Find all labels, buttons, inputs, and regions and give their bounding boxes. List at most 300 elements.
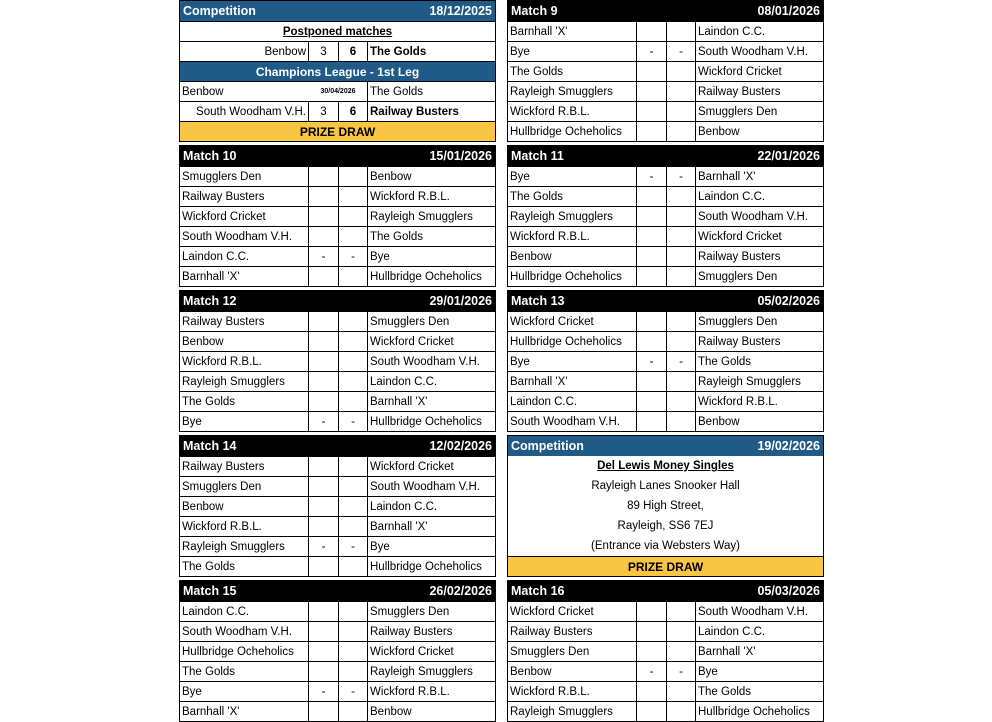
away-score	[339, 457, 368, 476]
panel-title: Match 10	[183, 149, 237, 163]
away-team: Wickford R.B.L.	[698, 395, 778, 408]
away-team: Wickford R.B.L.	[370, 685, 450, 698]
away-score: -	[339, 682, 368, 701]
home-score: -	[309, 682, 339, 701]
away-team: Rayleigh Smugglers	[370, 210, 473, 223]
fixture-row	[508, 681, 823, 701]
panel-date: 05/03/2026	[757, 584, 820, 598]
fixture-row	[508, 411, 823, 431]
away-team: Hullbridge Ocheholics	[370, 270, 482, 283]
away-team: Barnhall 'X'	[698, 645, 756, 658]
away-score	[667, 227, 696, 246]
away-team: Wickford R.B.L.	[370, 190, 450, 203]
away-score: -	[667, 42, 696, 61]
away-score	[667, 62, 696, 81]
venue-street: 89 High Street,	[627, 500, 704, 512]
home-team: Benbow	[508, 662, 637, 681]
fixture-row	[508, 81, 823, 101]
prize-draw-banner: PRIZE DRAW	[508, 556, 823, 576]
fixture-row	[180, 371, 495, 391]
fixture-row	[180, 186, 495, 206]
away-team: The Golds	[370, 230, 424, 243]
panel-title: Match 9	[511, 4, 558, 18]
panel-title: Competition	[183, 4, 256, 18]
home-score	[637, 622, 667, 641]
fixture-row	[180, 206, 495, 226]
home-score	[309, 312, 339, 331]
fixture-row	[180, 311, 495, 331]
fixture-row	[508, 701, 823, 721]
home-score	[637, 62, 667, 81]
match-16-panel	[507, 580, 824, 722]
champions-league-banner: Champions League - 1st Leg	[180, 61, 495, 81]
away-score	[339, 187, 368, 206]
fixture-row	[508, 226, 823, 246]
away-score	[339, 662, 368, 681]
away-score	[667, 392, 696, 411]
away-team: Bye	[370, 250, 390, 263]
away-score	[667, 187, 696, 206]
fixture-row	[508, 206, 823, 226]
home-team: Hullbridge Ocheholics	[508, 122, 637, 141]
home-score	[637, 82, 667, 101]
away-score	[667, 622, 696, 641]
panel-header	[180, 291, 495, 311]
away-team: South Woodham V.H.	[698, 210, 808, 223]
fixture-row	[508, 186, 823, 206]
away-team: South Woodham V.H.	[370, 480, 480, 493]
home-team: Bye	[508, 167, 637, 186]
home-team: South Woodham V.H.	[508, 412, 637, 431]
competition-panel-1	[179, 0, 496, 142]
panel-title: Match 13	[511, 294, 565, 308]
home-score	[309, 372, 339, 391]
away-score	[339, 602, 368, 621]
home-team: Barnhall 'X'	[508, 372, 637, 391]
home-team: Benbow	[180, 42, 309, 61]
panel-header	[508, 581, 823, 601]
home-team: The Golds	[180, 662, 309, 681]
home-team: Wickford Cricket	[508, 312, 637, 331]
away-team: Benbow	[698, 125, 740, 138]
away-team: Laindon C.C.	[698, 190, 766, 203]
home-team: South Woodham V.H.	[180, 227, 309, 246]
away-score	[667, 82, 696, 101]
away-score	[339, 267, 368, 286]
away-score	[339, 497, 368, 516]
panel-date: 08/01/2026	[757, 4, 820, 18]
home-score: 3	[309, 42, 339, 61]
home-team: Benbow	[180, 332, 309, 351]
panel-date: 05/02/2026	[757, 294, 820, 308]
home-team: Wickford R.B.L.	[508, 682, 637, 701]
panel-header	[508, 146, 823, 166]
home-team: Hullbridge Ocheholics	[180, 642, 309, 661]
away-score	[667, 122, 696, 141]
home-team: Benbow	[182, 85, 224, 98]
away-team: Smugglers Den	[370, 605, 450, 618]
home-score: 3	[309, 102, 339, 121]
fixture-row	[180, 266, 495, 286]
home-team: The Golds	[508, 187, 637, 206]
home-score: -	[637, 167, 667, 186]
match-10-panel	[179, 145, 496, 287]
home-team: Bye	[180, 412, 309, 431]
away-team: Railway Busters	[698, 250, 781, 263]
home-score	[637, 247, 667, 266]
home-team: Railway Busters	[180, 312, 309, 331]
away-score	[339, 642, 368, 661]
panel-header	[508, 1, 823, 21]
home-score	[309, 702, 339, 721]
away-score	[667, 702, 696, 721]
home-team: Rayleigh Smugglers	[508, 82, 637, 101]
away-team: Rayleigh Smugglers	[698, 375, 801, 388]
away-team: Bye	[698, 665, 718, 678]
panel-date: 29/01/2026	[429, 294, 492, 308]
panel-header	[508, 436, 823, 456]
panel-title: Match 15	[183, 584, 237, 598]
away-score: -	[667, 352, 696, 371]
home-team: Barnhall 'X'	[508, 22, 637, 41]
away-score	[667, 642, 696, 661]
away-score: 6	[339, 42, 368, 61]
home-team: Smugglers Den	[180, 167, 309, 186]
home-team: South Woodham V.H.	[180, 622, 309, 641]
fixture-row	[180, 661, 495, 681]
away-team: Hullbridge Ocheholics	[370, 560, 482, 573]
away-score	[667, 412, 696, 431]
home-team: Hullbridge Ocheholics	[508, 332, 637, 351]
away-score	[667, 682, 696, 701]
away-score	[339, 392, 368, 411]
home-team: Rayleigh Smugglers	[180, 537, 309, 556]
panel-date: 12/02/2026	[429, 439, 492, 453]
home-score	[637, 412, 667, 431]
match-12-panel	[179, 290, 496, 432]
away-team: Railway Busters	[370, 105, 459, 118]
fixture-row	[180, 41, 495, 61]
fixture-date: 30/04/2026	[309, 82, 368, 101]
away-score: -	[667, 167, 696, 186]
away-score	[339, 477, 368, 496]
home-score	[637, 207, 667, 226]
fixture-row	[180, 101, 495, 121]
away-score: 6	[339, 102, 368, 121]
home-score	[309, 167, 339, 186]
fixture-row	[508, 641, 823, 661]
away-team: The Golds	[370, 85, 424, 98]
fixture-row	[508, 601, 823, 621]
panel-header	[180, 581, 495, 601]
away-score	[339, 557, 368, 576]
away-team: Smugglers Den	[698, 105, 778, 118]
away-team: Benbow	[370, 170, 412, 183]
home-score	[309, 457, 339, 476]
fixture-row	[180, 351, 495, 371]
fixture-row	[180, 681, 495, 701]
fixture-row	[508, 371, 823, 391]
away-team: Rayleigh Smugglers	[370, 665, 473, 678]
fixture-row	[508, 311, 823, 331]
home-score	[309, 557, 339, 576]
away-score	[339, 167, 368, 186]
away-team: Wickford Cricket	[370, 460, 454, 473]
home-score	[637, 22, 667, 41]
event-title: Del Lewis Money Singles	[597, 460, 734, 472]
fixture-row	[180, 536, 495, 556]
home-score	[309, 642, 339, 661]
home-score	[309, 187, 339, 206]
venue-entrance: (Entrance via Websters Way)	[591, 540, 740, 552]
away-score	[339, 702, 368, 721]
away-score: -	[339, 247, 368, 266]
home-team: The Golds	[508, 62, 637, 81]
home-score	[309, 602, 339, 621]
fixture-row	[180, 601, 495, 621]
away-team: The Golds	[698, 685, 752, 698]
away-score	[667, 312, 696, 331]
panel-date: 15/01/2026	[429, 149, 492, 163]
panel-title: Competition	[511, 439, 584, 453]
away-score	[667, 267, 696, 286]
fixture-row	[508, 351, 823, 371]
fixture-row	[508, 621, 823, 641]
venue-name: Rayleigh Lanes Snooker Hall	[591, 480, 740, 492]
home-team: Benbow	[508, 247, 637, 266]
match-14-panel	[179, 435, 496, 577]
home-score	[637, 187, 667, 206]
home-team: Bye	[508, 42, 637, 61]
away-score	[339, 227, 368, 246]
fixture-row	[508, 121, 823, 141]
venue-town: Rayleigh, SS6 7EJ	[617, 520, 714, 532]
fixture-row	[180, 456, 495, 476]
away-score	[667, 22, 696, 41]
home-score	[309, 477, 339, 496]
home-team: Wickford R.B.L.	[508, 227, 637, 246]
home-score	[309, 267, 339, 286]
away-score	[667, 332, 696, 351]
home-team: Wickford Cricket	[180, 207, 309, 226]
away-team: The Golds	[698, 355, 752, 368]
home-team: Benbow	[180, 497, 309, 516]
panel-title: Match 11	[511, 149, 564, 163]
away-team: South Woodham V.H.	[698, 45, 808, 58]
competition-panel-2	[507, 435, 824, 577]
away-team: Smugglers Den	[698, 315, 778, 328]
away-team: The Golds	[370, 45, 427, 58]
away-score	[339, 312, 368, 331]
home-score	[309, 352, 339, 371]
panel-date: 22/01/2026	[757, 149, 820, 163]
home-score: -	[309, 412, 339, 431]
away-team: Hullbridge Ocheholics	[370, 415, 482, 428]
away-score: -	[667, 662, 696, 681]
home-score: -	[637, 42, 667, 61]
home-score	[309, 662, 339, 681]
away-team: Wickford Cricket	[698, 230, 782, 243]
home-score	[637, 642, 667, 661]
match-9-panel	[507, 0, 824, 142]
away-team: Laindon C.C.	[698, 25, 766, 38]
home-score	[309, 332, 339, 351]
home-score	[637, 227, 667, 246]
away-team: Barnhall 'X'	[698, 170, 756, 183]
away-team: Smugglers Den	[370, 315, 450, 328]
away-score	[667, 102, 696, 121]
fixture-row	[180, 226, 495, 246]
away-score	[339, 517, 368, 536]
home-score	[309, 227, 339, 246]
away-team: Laindon C.C.	[370, 375, 438, 388]
fixture-row	[180, 621, 495, 641]
away-team: Wickford Cricket	[370, 335, 454, 348]
home-team: Wickford R.B.L.	[508, 102, 637, 121]
postponed-heading-row	[180, 21, 495, 41]
home-team: Laindon C.C.	[180, 602, 309, 621]
away-team: Railway Busters	[370, 625, 453, 638]
away-team: Benbow	[698, 415, 740, 428]
home-score	[637, 267, 667, 286]
home-team: Bye	[180, 682, 309, 701]
fixture-row	[508, 661, 823, 681]
fixture-row	[180, 556, 495, 576]
fixture-row	[180, 641, 495, 661]
away-team: Laindon C.C.	[370, 500, 438, 513]
home-score	[637, 702, 667, 721]
home-score	[637, 392, 667, 411]
home-team: Smugglers Den	[508, 642, 637, 661]
home-team: Railway Busters	[180, 187, 309, 206]
away-score	[339, 207, 368, 226]
home-team: Railway Busters	[180, 457, 309, 476]
away-team: Barnhall 'X'	[370, 395, 428, 408]
postponed-heading: Postponed matches	[282, 25, 393, 38]
home-score	[309, 622, 339, 641]
away-team: Smugglers Den	[698, 270, 778, 283]
away-score	[339, 372, 368, 391]
fixture-row	[180, 246, 495, 266]
away-score	[339, 622, 368, 641]
away-team: Wickford Cricket	[370, 645, 454, 658]
panel-header	[180, 1, 495, 21]
away-score	[667, 602, 696, 621]
away-team: Wickford Cricket	[698, 65, 782, 78]
fixture-row	[180, 391, 495, 411]
panel-title: Match 14	[183, 439, 237, 453]
home-score: -	[309, 537, 339, 556]
fixture-row	[180, 476, 495, 496]
fixture-row	[180, 166, 495, 186]
away-team: Laindon C.C.	[698, 625, 766, 638]
panel-header	[180, 436, 495, 456]
fixture-row	[508, 166, 823, 186]
away-team: Benbow	[370, 705, 412, 718]
home-score	[637, 682, 667, 701]
away-score	[667, 207, 696, 226]
fixture-row	[508, 266, 823, 286]
home-team: Wickford Cricket	[508, 602, 637, 621]
prize-draw-banner: PRIZE DRAW	[180, 121, 495, 141]
home-team: South Woodham V.H.	[180, 102, 309, 121]
away-team: South Woodham V.H.	[370, 355, 480, 368]
home-score	[309, 497, 339, 516]
home-team: Barnhall 'X'	[180, 267, 309, 286]
home-team: Laindon C.C.	[180, 247, 309, 266]
panel-date: 18/12/2025	[429, 4, 492, 18]
fixture-row	[508, 41, 823, 61]
home-team: Rayleigh Smugglers	[180, 372, 309, 391]
home-score	[637, 372, 667, 391]
away-team: Barnhall 'X'	[370, 520, 428, 533]
panel-header	[508, 291, 823, 311]
home-team: Wickford R.B.L.	[180, 352, 309, 371]
home-team: Laindon C.C.	[508, 392, 637, 411]
home-score	[637, 102, 667, 121]
home-team: Rayleigh Smugglers	[508, 207, 637, 226]
away-score	[339, 332, 368, 351]
home-team: Barnhall 'X'	[180, 702, 309, 721]
home-team: Bye	[508, 352, 637, 371]
fixture-row	[508, 391, 823, 411]
fixture-row	[508, 246, 823, 266]
match-15-panel	[179, 580, 496, 722]
fixture-row	[508, 61, 823, 81]
away-team: Bye	[370, 540, 390, 553]
home-team: Rayleigh Smugglers	[508, 702, 637, 721]
fixture-row	[180, 411, 495, 431]
home-score	[637, 312, 667, 331]
fixture-row	[508, 21, 823, 41]
away-score: -	[339, 412, 368, 431]
match-13-panel	[507, 290, 824, 432]
fixture-row	[180, 516, 495, 536]
home-score: -	[309, 247, 339, 266]
home-team: The Golds	[180, 392, 309, 411]
away-score	[339, 352, 368, 371]
home-score	[309, 392, 339, 411]
home-team: Smugglers Den	[180, 477, 309, 496]
home-team: Wickford R.B.L.	[180, 517, 309, 536]
home-team: The Golds	[180, 557, 309, 576]
home-score: -	[637, 662, 667, 681]
fixture-row	[180, 331, 495, 351]
home-team: Hullbridge Ocheholics	[508, 267, 637, 286]
home-score	[309, 517, 339, 536]
panel-date: 26/02/2026	[429, 584, 492, 598]
panel-title: Match 12	[183, 294, 237, 308]
fixture-row	[180, 701, 495, 721]
fixture-row	[180, 496, 495, 516]
panel-title: Match 16	[511, 584, 565, 598]
away-team: Railway Busters	[698, 335, 781, 348]
fixture-row	[508, 101, 823, 121]
away-score: -	[339, 537, 368, 556]
away-team: South Woodham V.H.	[698, 605, 808, 618]
home-score	[309, 207, 339, 226]
panel-date: 19/02/2026	[757, 439, 820, 453]
away-team: Railway Busters	[698, 85, 781, 98]
panel-header	[180, 146, 495, 166]
home-team: Railway Busters	[508, 622, 637, 641]
away-score	[667, 247, 696, 266]
home-score	[637, 602, 667, 621]
match-11-panel	[507, 145, 824, 287]
home-score	[637, 332, 667, 351]
home-score	[637, 122, 667, 141]
home-score: -	[637, 352, 667, 371]
